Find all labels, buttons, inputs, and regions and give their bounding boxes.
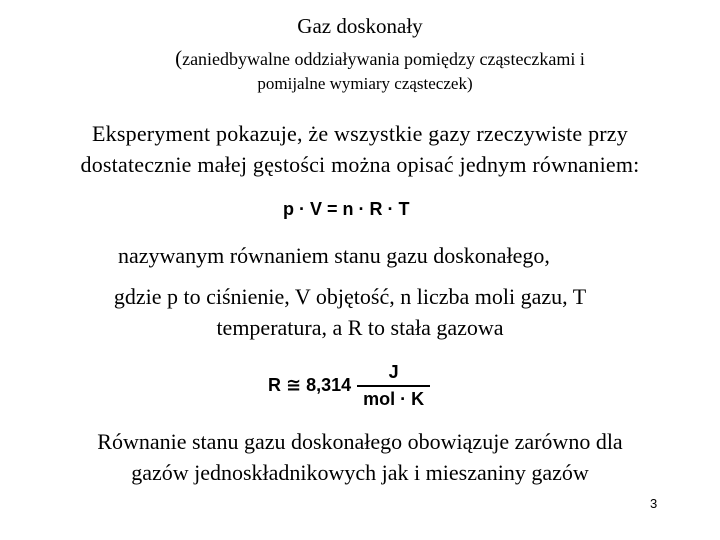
subtitle-line-2: pomijalne wymiary cząsteczek) (257, 74, 473, 93)
definitions-line-1: gdzie p to ciśnienie, V objętość, n liczba moli gazu, T (113, 284, 587, 309)
equation-name-line: nazywanym równaniem stanu gazu doskonałego, (118, 243, 550, 268)
ideal-gas-equation: p · V = n · R · T (283, 199, 410, 219)
intro-paragraph (0, 118, 720, 180)
closing-line-1: Równanie stanu gazu doskonałego obowiązuje zarówno dla (97, 429, 623, 454)
subtitle-text-1: zaniedbywalne oddziaływania pomiędzy cząsteczkami i (182, 49, 585, 69)
subtitle-open-paren: ( (175, 46, 183, 70)
unit-numerator: J (388, 362, 399, 382)
definitions-paragraph (0, 281, 720, 343)
gas-constant-lhs: R ≅ 8,314 (268, 375, 352, 396)
gas-constant-unit-fraction (357, 362, 430, 410)
subtitle-line-1 (0, 46, 720, 71)
intro-line-1: Eksperyment pokazuje, że wszystkie gazy rzeczywiste przy (92, 121, 628, 146)
intro-line-2: dostatecznie małej gęstości można opisać jednym równaniem: (80, 152, 640, 177)
definitions-line-2: temperatura, a R to stała gazowa (216, 315, 504, 340)
page-number: 3 (650, 496, 658, 511)
gas-constant-formula (268, 362, 430, 410)
unit-denominator: mol · K (363, 388, 425, 409)
closing-line-2: gazów jednoskładnikowych jak i mieszaniny gazów (131, 460, 589, 485)
slide-title: Gaz doskonały (297, 14, 423, 38)
closing-paragraph (0, 426, 720, 488)
